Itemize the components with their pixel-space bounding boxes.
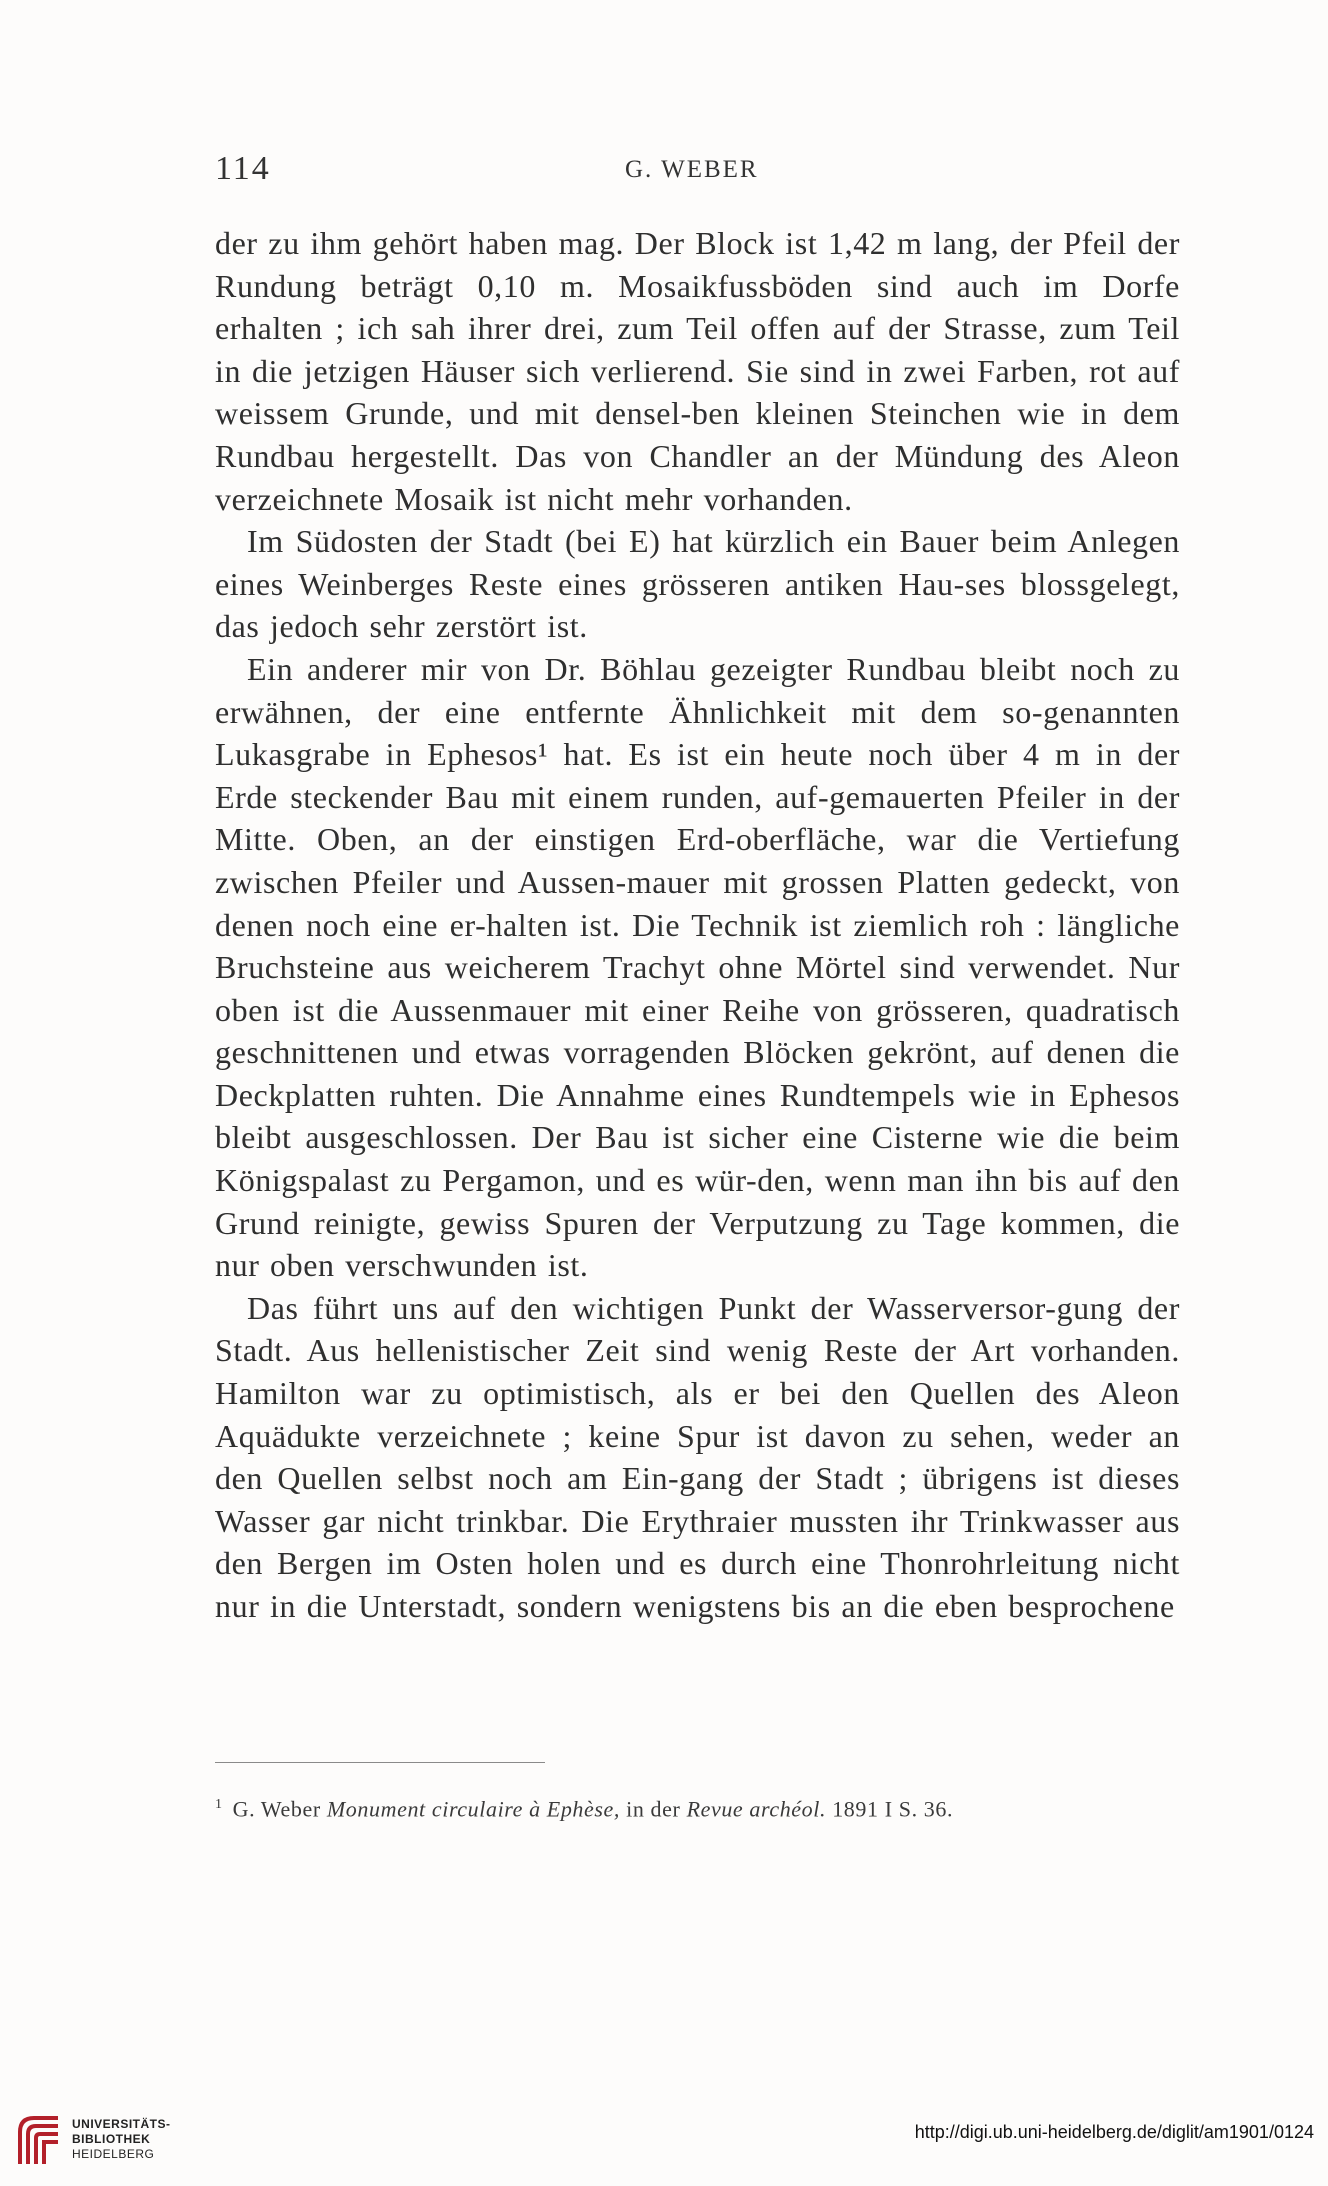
- footnote-citation: 1891 I S. 36.: [832, 1796, 954, 1822]
- library-logo-icon: [14, 2112, 64, 2168]
- paragraph: der zu ihm gehört haben mag. Der Block ist 1,42 m lang, der Pfeil der Rundung beträgt 0,10 m. Mosaikfussböden sind auch im Dorfe erhalten ; ich sah ihrer drei, zum Teil offen auf der Strasse, zum Teil in die jetzigen Häuser sich verlierend. Sie sind in zwei Farben, rot auf weissem Grunde, und mit densel-ben kleinen Steinchen wie in dem Rundbau hergestellt. Das von Chandler an der Mündung des Aleon verzeichnete Mosaik ist nicht mehr vorhanden.: [215, 225, 1180, 517]
- footnote: [215, 1790, 1180, 1824]
- running-head: G. WEBER: [625, 156, 759, 183]
- footnote-middle: in der: [626, 1796, 681, 1822]
- paragraph: Das führt uns auf den wichtigen Punkt der Wasserversor-gung der Stadt. Aus hellenistischer Zeit sind wenig Reste der Art vorhanden. Hamilton war zu optimistisch, als er bei den Quellen des Aleon Aquädukte verzeichnete ; keine Spur ist davon zu sehen, weder an den Quellen selbst noch am Ein-gang der Stadt ; übrigens ist dieses Wasser gar nicht trinkbar. Die Erythraier mussten ihr Trinkwasser aus den Bergen im Osten holen und es durch eine Thonrohrleitung nicht nur in die Unterstadt, sondern wenigstens bis an die eben besprochene: [215, 1289, 1180, 1624]
- body-text: [215, 222, 1180, 1628]
- library-logo[interactable]: [14, 2112, 184, 2168]
- paragraph: Im Südosten der Stadt (bei E) hat kürzlich ein Bauer beim Anlegen eines Weinberges Reste eines grösseren antiken Hau-ses blossgelegt, das jedoch sehr zerstört ist.: [215, 523, 1180, 645]
- footnote-title: Monument circulaire à Ephèse,: [326, 1796, 621, 1822]
- footnote-author: G. Weber: [232, 1796, 321, 1822]
- library-name-line3: HEIDELBERG: [72, 2147, 155, 2161]
- footnote-number: 1: [215, 1797, 223, 1812]
- page-header: [215, 150, 1180, 200]
- page-number: 114: [215, 150, 271, 187]
- paragraph: Ein anderer mir von Dr. Böhlau gezeigter Rundbau bleibt noch zu erwähnen, der eine entfernte Ähnlichkeit mit dem so-genannten Lukasgrabe in Ephesos¹ hat. Es ist ein heute noch über 4 m in der Erde steckender Bau mit einem runden, auf-gemauerten Pfeiler in der Mitte. Oben, an der einstigen Erd-oberfläche, war die Vertiefung zwischen Pfeiler und Aussen-mauer mit grossen Platten gedeckt, von denen noch eine er-halten ist. Die Technik ist ziemlich roh : längliche Bruchsteine aus weicherem Trachyt ohne Mörtel sind verwendet. Nur oben ist die Aussenmauer mit einer Reihe von grösseren, quadratisch geschnittenen und etwas vorragenden Blöcken gekrönt, auf denen die Deckplatten ruhten. Die Annahme eines Rundtempels wie in Ephesos bleibt ausgeschlossen. Der Bau ist sicher eine Cisterne wie die beim Königspalast zu Pergamon, und es wür-den, wenn man ihn bis auf den Grund reinigte, gewiss Spuren der Verputzung zu Tage kommen, die nur oben verschwunden ist.: [215, 650, 1180, 1284]
- footnote-journal: Revue archéol.: [686, 1796, 827, 1822]
- footnote-divider: [215, 1762, 545, 1763]
- library-name-line2: BIBLIOTHEK: [72, 2132, 151, 2146]
- permalink-url[interactable]: http://digi.ub.uni-heidelberg.de/diglit/am1901/0124: [914, 2122, 1314, 2142]
- library-name: [72, 2117, 171, 2162]
- library-name-line1: UNIVERSITÄTS-: [72, 2117, 171, 2131]
